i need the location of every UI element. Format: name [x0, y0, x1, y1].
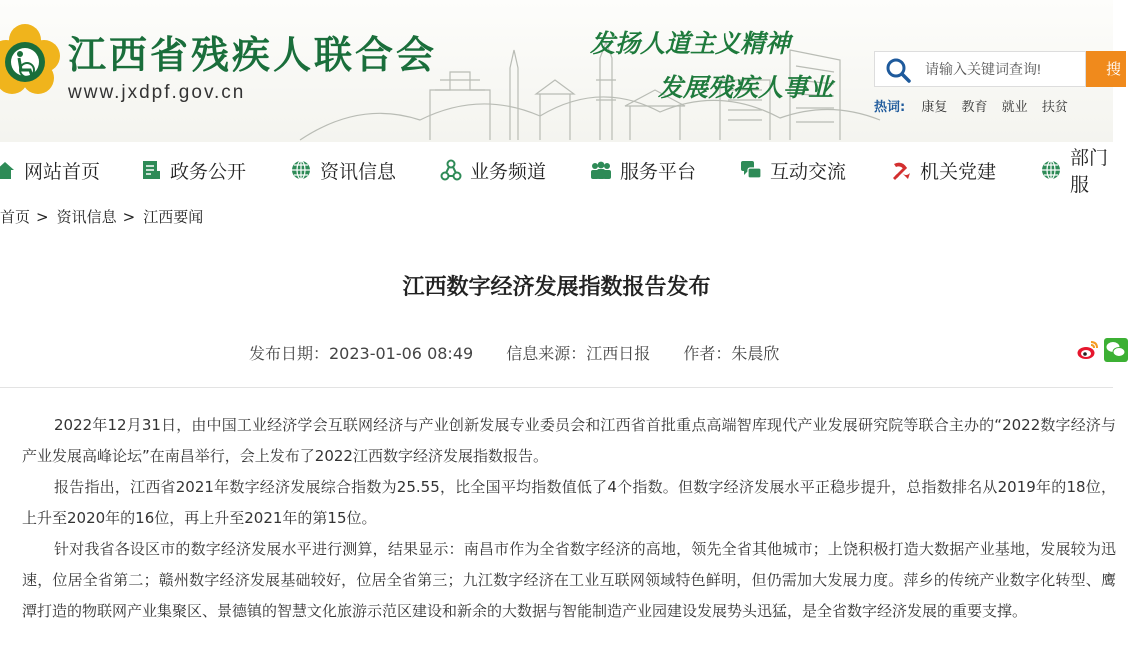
chat-icon [740, 159, 762, 181]
breadcrumb-separator: > [36, 208, 49, 226]
main-nav [0, 142, 1113, 198]
breadcrumb-link-jiangxi-news[interactable]: 江西要闻 [143, 208, 204, 226]
weibo-icon[interactable] [1076, 338, 1100, 362]
search-input[interactable] [925, 52, 1083, 86]
federation-logo-icon[interactable] [0, 18, 60, 104]
article-author: 作者：朱晨欣 [683, 344, 780, 363]
article-meta [249, 341, 807, 364]
document-icon [140, 159, 162, 181]
breadcrumb [0, 206, 203, 227]
slogan-line-2: 发展残疾人事业 [658, 73, 834, 102]
slogan-line-1: 发扬人道主义精神 [590, 29, 791, 58]
info-source: 信息来源：江西日报 [506, 344, 651, 363]
hot-word-link[interactable]: 扶贫 [1041, 100, 1068, 115]
nav-item-label: 机关党建 [920, 160, 997, 183]
hot-words [874, 96, 1078, 115]
nav-item-news[interactable] [290, 142, 396, 198]
nav-item-label: 部门服 [1070, 147, 1109, 196]
nav-item-label: 业务频道 [470, 160, 547, 183]
article-title: 江西数字经济发展指数报告发布 [402, 275, 711, 300]
nav-item-business[interactable] [440, 142, 546, 198]
search-button[interactable]: 搜 [1086, 51, 1126, 87]
breadcrumb-link-home[interactable]: 首页 [0, 208, 31, 226]
nav-item-party-building[interactable] [890, 142, 996, 198]
nav-item-label: 互动交流 [770, 160, 847, 183]
hot-word-link[interactable]: 就业 [1001, 100, 1028, 115]
search-icon [885, 57, 911, 83]
home-icon [0, 159, 16, 181]
nav-item-services[interactable] [590, 142, 696, 198]
hot-word-link[interactable]: 教育 [961, 100, 988, 115]
hot-word-link[interactable]: 康复 [921, 100, 948, 115]
wechat-icon[interactable] [1104, 338, 1128, 362]
nav-item-label: 资讯信息 [320, 160, 397, 183]
site-url: www.jxdpf.gov.cn [68, 82, 246, 103]
search-box [874, 51, 1086, 87]
site-header [0, 0, 1122, 142]
nav-item-gov-affairs[interactable] [140, 142, 246, 198]
article-body [22, 410, 1116, 627]
article-paragraph: 报告指出，江西省2021年数字经济发展综合指数为25.55，比全国平均指数值低了4个指数。但数字经济发展水平正稳步提升，总指数排名从2019年的18位，上升至2020年的16位，再上升至2021年的第15位。 [22, 478, 1116, 527]
publish-date: 发布日期：2023-01-06 08:49 [249, 344, 474, 363]
divider [0, 387, 1113, 388]
breadcrumb-separator: > [122, 208, 136, 226]
nav-item-interaction[interactable] [740, 142, 846, 198]
party-emblem-icon [890, 159, 912, 181]
globe-icon [290, 159, 312, 181]
article-paragraph: 2022年12月31日，由中国工业经济学会互联网经济与产业创新发展专业委员会和江西省首批重点高端智库现代产业发展研究院等联合主办的“2022数字经济与产业发展高峰论坛”在南昌举行，会上发布了2022江西数字经济发展指数报告。 [22, 416, 1116, 465]
site-name[interactable]: 江西省残疾人联合会 [68, 32, 438, 77]
hot-words-label: 热词: [874, 100, 906, 115]
people-icon [590, 159, 612, 181]
nav-item-label: 政务公开 [170, 160, 247, 183]
nav-item-label: 网站首页 [24, 160, 101, 183]
nav-item-label: 服务平台 [620, 160, 697, 183]
network-icon [440, 159, 462, 181]
nav-item-home[interactable] [0, 142, 100, 198]
nav-item-departments[interactable] [1040, 142, 1113, 198]
article-paragraph: 针对我省各设区市的数字经济发展水平进行测算，结果显示：南昌市作为全省数字经济的高地，领先全省其他城市；上饶积极打造大数据产业基地，发展较为迅速，位居全省第二；赣州数字经济发展基础较好，位居全省第三；九江数字经济在工业互联网领域特色鲜明，但仍需加大发展力度。萍乡的传统产业数字化转型、鹰潭打造的物联网产业集聚区、景德镇的智慧文化旅游示范区建设和新余的大数据与智能制造产业园建设发展势头迅猛，是全省数字经济发展的重要支撑。 [22, 540, 1116, 620]
breadcrumb-link-news[interactable]: 资讯信息 [56, 208, 117, 226]
globe-icon [1040, 159, 1062, 181]
